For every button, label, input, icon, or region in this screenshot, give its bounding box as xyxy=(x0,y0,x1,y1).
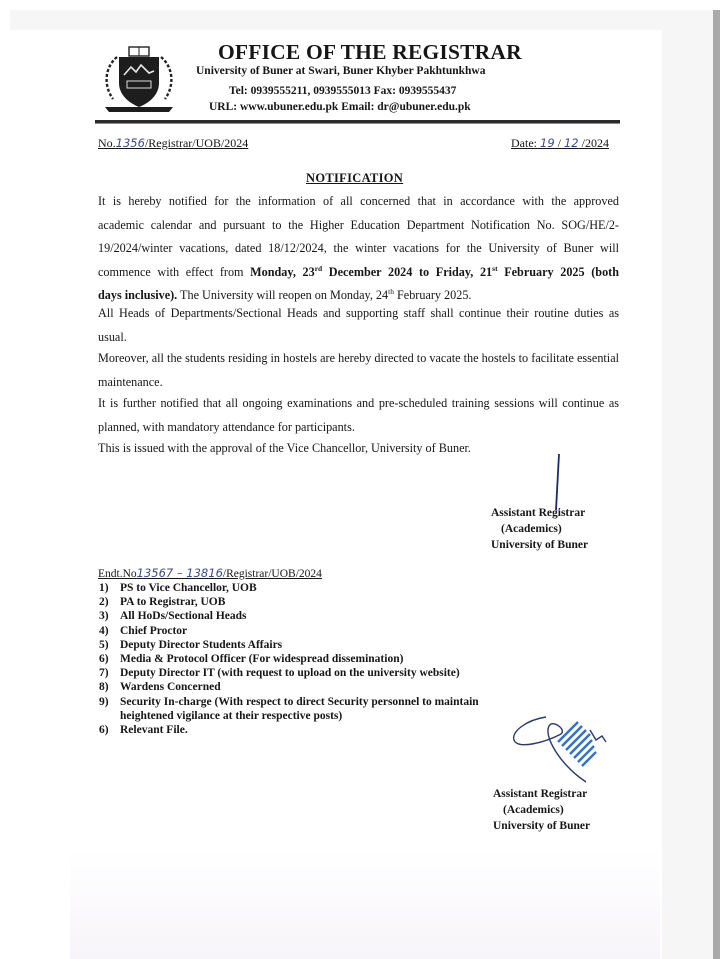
signatory-block-2 xyxy=(493,786,590,834)
notification-paragraph-5: This is issued with the approval of the Vice Chancellor, University of Buner. xyxy=(98,441,471,455)
paper-shading xyxy=(70,850,660,959)
para1-line4 xyxy=(98,261,619,285)
scrollbar[interactable] xyxy=(713,10,720,959)
web-email: URL: www.ubuner.edu.pk Email: dr@ubuner.edu.pk xyxy=(209,101,471,113)
notification-paragraph-2: All Heads of Departments/Sectional Heads and supporting staff shall continue their routine duties as usual. xyxy=(98,306,619,344)
item-text: Deputy Director IT (with request to upload on the university website) xyxy=(120,667,460,680)
para1-line2: academic calendar and pursuant to the Higher Education Department Notification No. SOG/HE/2- xyxy=(98,217,619,232)
reopen-text: The University will reopen on Monday, 24 xyxy=(177,288,389,303)
end-day: December 2024 to Friday, 21 xyxy=(322,264,493,279)
reopen-date: February 2025. xyxy=(393,288,472,303)
list-item xyxy=(99,723,479,737)
endorsement-prefix: Endt.No xyxy=(98,568,137,580)
notification-heading: NOTIFICATION xyxy=(306,171,404,185)
end-month: February 2025 (both xyxy=(497,264,620,279)
ref-prefix: No. xyxy=(98,136,116,150)
item-number: 1) xyxy=(99,582,109,594)
item-text: PA to Registrar, UOB xyxy=(120,596,226,609)
item-number: 8) xyxy=(99,681,109,694)
item-number: 6) xyxy=(99,653,109,666)
header-divider xyxy=(95,120,620,124)
signatory-section: (Academics) xyxy=(503,804,564,816)
item-text: PS to Vice Chancellor, UOB xyxy=(120,582,257,594)
list-item xyxy=(99,680,479,694)
item-text: Deputy Director Students Affairs xyxy=(120,638,283,651)
ref-suffix: /Registrar/UOB/2024 xyxy=(144,136,249,150)
signatory-block-1 xyxy=(491,505,588,553)
top-band xyxy=(0,0,720,10)
start-day: Monday, 23 xyxy=(250,264,315,279)
item-number: 9) xyxy=(99,695,109,708)
item-number: 6) xyxy=(99,724,109,737)
para1-line1: It is hereby notified for the information of all concerned that in accordance with the approved xyxy=(98,194,619,208)
item-number: 4) xyxy=(99,624,109,637)
signature-icon xyxy=(506,712,611,787)
notification-paragraph-4: It is further notified that all ongoing examinations and pre-scheduled training sessions will continue as planned, with mandatory attendance for participants. xyxy=(98,396,619,434)
date-separator: / xyxy=(554,136,564,150)
endorsement-suffix: /Registrar/UOB/2024 xyxy=(222,568,322,580)
item-number: 3) xyxy=(99,610,109,623)
list-item xyxy=(99,695,479,723)
list-item xyxy=(99,638,479,652)
distribution-list xyxy=(99,581,479,737)
ref-handwritten-number: 1356 xyxy=(115,136,145,150)
date-label: Date: xyxy=(511,136,540,150)
endorsement-number xyxy=(98,566,322,580)
inclusive-note: days inclusive). xyxy=(98,288,178,303)
item-text: All HoDs/Sectional Heads xyxy=(120,610,247,623)
item-text-continued: heightened vigilance at their respective posts) xyxy=(120,709,343,722)
reference-number xyxy=(98,136,248,151)
ordinal-suffix: rd xyxy=(314,263,323,273)
list-item xyxy=(99,581,479,595)
contact-numbers: Tel: 0939555211, 0939555013 Fax: 0939555437 xyxy=(229,85,457,97)
document-date xyxy=(511,136,609,151)
list-item xyxy=(99,652,479,666)
item-text: Security In-charge (With respect to direct Security personnel to maintain xyxy=(120,695,479,708)
ordinal-suffix: th xyxy=(388,287,394,297)
item-text: Relevant File. xyxy=(120,724,188,737)
signatory-section: (Academics) xyxy=(501,523,562,535)
ordinal-suffix: st xyxy=(492,263,498,273)
endorsement-handwritten-range: 13567 – 13816 xyxy=(136,566,223,580)
item-text: Media & Protocol Officer (For widespread dissemination) xyxy=(120,653,404,666)
university-crest-icon xyxy=(97,45,181,117)
signatory-title: Assistant Registrar xyxy=(491,507,586,519)
item-number: 5) xyxy=(99,638,109,651)
signatory-university: University of Buner xyxy=(493,820,591,832)
signatory-title: Assistant Registrar xyxy=(493,788,588,800)
notification-paragraph-1 xyxy=(98,190,619,308)
date-month: 12 xyxy=(563,136,579,150)
list-item xyxy=(99,609,479,623)
list-item xyxy=(99,595,479,609)
signatory-university: University of Buner xyxy=(491,539,589,551)
date-day: 19 xyxy=(540,136,555,150)
date-year: /2024 xyxy=(578,136,609,150)
university-address: University of Buner at Swari, Buner Khyber Pakhtunkhwa xyxy=(196,65,486,77)
list-item xyxy=(99,624,479,638)
item-number: 7) xyxy=(99,667,109,680)
office-title: OFFICE OF THE REGISTRAR xyxy=(218,40,522,64)
para1-line4-text: commence with effect from xyxy=(98,264,251,279)
item-number: 2) xyxy=(99,596,109,609)
vacation-start xyxy=(250,265,619,279)
item-text: Wardens Concerned xyxy=(120,681,221,694)
signature-stroke xyxy=(548,452,568,512)
notification-paragraph-3: Moreover, all the students residing in hostels are hereby directed to vacate the hostels to facilitate essential maintenance. xyxy=(98,351,619,389)
item-text: Chief Proctor xyxy=(120,624,188,637)
para1-line3: 19/2024/winter vacations, dated 18/12/2024, the winter vacations for the University of Buner will xyxy=(98,241,619,256)
list-item xyxy=(99,666,479,680)
